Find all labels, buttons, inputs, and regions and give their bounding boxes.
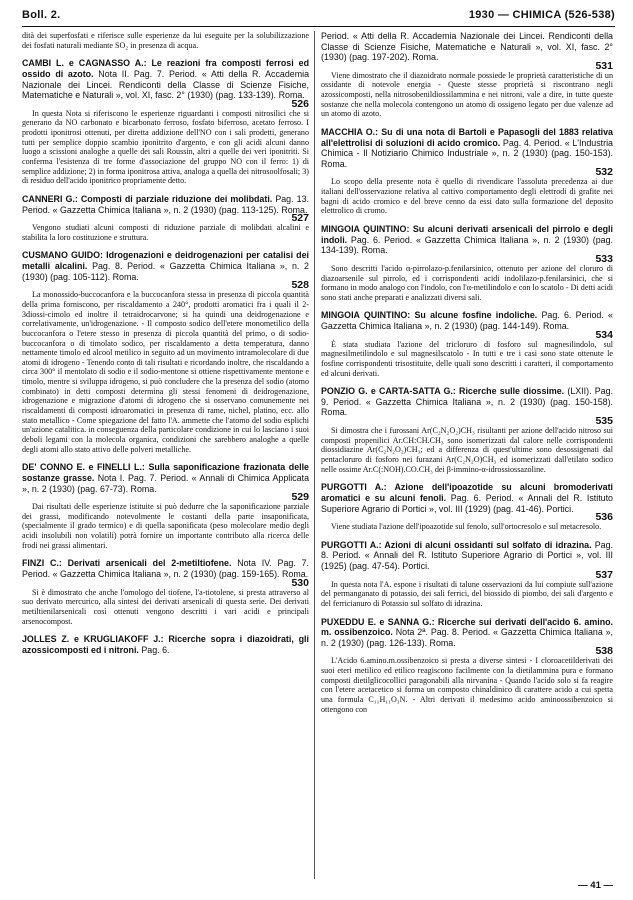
entry-number: 538 [595, 645, 613, 658]
entry-title [22, 634, 309, 655]
entry-title [22, 194, 309, 215]
entry-title-text: Azioni di alcuni ossidanti sul solfato di idrazina. [384, 539, 595, 550]
entry-abstract: In questa nota l'A. espone i risultati di talune osservazioni da lui compiute sull'azione del permanganato di potassio, dei sali ferrici, del biossido di piombo, dei sali d'argento e del ferricianuro di Potassio sul solfato di idrazina. [321, 579, 613, 608]
continuation-entry [22, 31, 309, 50]
entry-source: Period. « Atti della R. Accademia Nazionale dei Lincei. Rendiconti della Classe di Scienze Fisiche, Matematiche e Naturali », vol. XI, fasc. 2° (1930) (pag. 197-202). Roma. [321, 31, 613, 63]
column-divider [314, 31, 315, 879]
entry-abstract: La monossido-buccocanfora e la buccocanfora stessa in presenza di piccola quantità della prima forniscono, per riscaldamento a 240°, prodotti aromatici fra i quali il 2-3diossi-cimolo ed inoltre il tetraidrocarvone; si ha quindi una deidrogenazione e correlativamente, un'idrogenazione. - Il composto sodico dell'etere monometilico della buccocanfora o l'etere stesso in presenza di piccola quantità del primo, o di sodio-buccocanfora o di timolato sodico, per riscaldamento a detta temperatura, danno nettamente timolo ed alcool metilico in seguito ad un movimento intramolecolare di due atomi di idrogeno - Tenendo conto di tali risultati e ricordando inoltre, che riscaldando a circa 300° il mentolato di sodio e il sodio-mentone si ottiene rispettivamente mentone e timolo, mentre si sviluppa idrogeno, si può concludere che la presenza del sodio (atomo combinato) in detti composti determina gli stessi fenomeni di deidrogenazione, idrogenazione e migrazione d'atomi di idrogeno che si osservano comunemente nei riscaldamenti di composti idroaromatici in presenza di rame, nichel, platino, ecc. allo stato metallico - Come spiegazione del fatto l'A. ammette che l'atomo del sodio esplichi un'azione catalitica. in conseguenza della particolare condizione in cui lo lasciano i suoi deboli legami con la molecola organica, condizioni che sarebbero analoghe a quelle degli atomi allo stato attivo delle polveri metalliche. [22, 290, 309, 454]
entry-538 [321, 617, 613, 715]
entry-title [321, 224, 613, 256]
entry-number: 530 [291, 576, 309, 589]
entry-number: 531 [595, 59, 613, 72]
entry-537 [321, 540, 613, 609]
entry-title [22, 558, 309, 579]
entry-authors: MACCHIA O.: [321, 127, 382, 138]
entry-source: Nota 2ª. Pag. 8. Period. « Gazzetta Chimica Italiana », n. 2 (1930) (pag. 126-133). Roma. [321, 627, 613, 648]
right-column [321, 31, 613, 879]
entry-authors: MINGOIA QUINTINO: [321, 224, 413, 235]
entry-abstract: Lo scopo della presente nota è quello di rivendicare l'assoluta precedenza ai due italiani dell'osservazione relativa al cattivo comportamento degli elettrodi di grafite nei bagni di acido cromico e del breve cenno da essi dato sulla formazione del deposito elettrolico di cromo. [321, 177, 613, 216]
left-column [22, 31, 309, 879]
entry-authors: CAMBI L. e CAGNASSO A.: [22, 58, 152, 69]
entry-authors: DE' CONNO E. e FINELLI L.: [22, 462, 149, 473]
entry-526 [22, 58, 309, 186]
running-header [22, 8, 615, 27]
entry-536 [321, 482, 613, 531]
entry-title-text: Derivati arsenicali del 2-metiltiofene. [67, 558, 238, 569]
entry-title-text: Ricerche sui derivati dell'acido 6. amino. m. ossibenzoico. [321, 616, 613, 638]
entry-number: 532 [595, 166, 613, 179]
entry-number: 527 [291, 212, 309, 225]
entry-abstract: Si dimostra che i furossani Ar(C₂N₂O₂)CH₃ risultanti per azione dell'acido nitroso sui composti propenilici Ar.CH:CH.CH₃ sono isomerizzati dal calore nelle corrispondenti diossidiazine Ar(C₂N₂O₂)CH₃; ed a differenza di quest'ultime sono desossigenati dal pentacloruro di fosforo nei furazani Ar(C₂N₂O)CH₃ ed isomerizzati dall'etilato sodico nelle ossime Ar.C(:NOH).CO.CH₃ dei β-immino-α-idrossiossazoline. [321, 426, 613, 474]
entry-527 [22, 194, 309, 243]
entry-abstract: L'Acido 6.amino.m.ossibenzoico si presta a diverse sintesi - I cloroacetilderivati dei suoi eteri metilico ed etilico reagiscono facilmente con la dietilammina pura e formano composti dietilglicocollici paragonabili alla nirvanina - Quando l'acido solo si fa reagire con l'etere acetacetico si forma un composto chinaldinico di carattere acido a cui spetta una formula C₁₁H₁₁O₃N. - Altri derivati il medesimo acido aminoossibenzoico si ottengono con [321, 656, 613, 714]
entry-title-text: Su di una nota di Bartoli e Papasogli del 1883 relativa all'elettrolisi di soluzioni di acido cromico. [321, 127, 613, 148]
page-number: — 41 — [578, 880, 613, 891]
entry-authors: CUSMANO GUIDO: [22, 250, 107, 261]
entry-source: Nota IV. Pag. 7. Period. « Gazzetta Chimica Italiana », n. 2 (1930) (pag. 159-165). Roma. [22, 558, 309, 580]
entry-authors: FINZI C.: [22, 558, 68, 569]
entry-533 [321, 224, 613, 302]
entry-title [321, 540, 613, 572]
entry-title-text: Azione dell'ipoazotide su alcuni bromoderivati aromatici e su alcuni fenoli. [321, 482, 613, 503]
entry-source: Pag. 6. [141, 644, 170, 655]
entry-title [22, 250, 309, 282]
entry-abstract: dità dei superfosfati e riferisce sulle esperienze da lui eseguite per la solubilizzazione dei fosfati naturali mediante SO₂ in presenza di acqua. [22, 31, 309, 50]
entry-title [321, 127, 613, 169]
entry-title-text: Su alcune fosfine indoliche. [414, 310, 542, 321]
entry-number: 533 [595, 252, 613, 265]
entry-title [321, 310, 613, 331]
entry-title-text: Su alcuni derivati arsenicali del pirrolo e degli indoli. [321, 224, 613, 245]
entry-529 [22, 462, 309, 550]
entry-abstract: Sono descritti l'acido α-pirrolazo-p.fenilarsinico, ottenuto per azione del cloruro di diazoarsenile sul pirrolo, ed i corrispondenti acidi indolilazo-p.fenilarsinici, che si formano in modo analogo con l'indolo, con l'α-metilindolo e con lo scatolo - Di detti acidi sono stati anche preparati e analizzati diversi sali. [321, 263, 613, 302]
entry-title [22, 58, 309, 100]
entry-abstract: Si è dimostrato che anche l'omologo del tiofene, l'a-tiotolene, si presta attraverso al suo derivato mercurico, alla sintesi dei derivati arsenicali di questa serie. Dei derivati metiltienilarsenicali così ottenuti vengono descritti i vari acidi e principali arsenocompost. [22, 587, 309, 626]
entry-source: Pag. 6. Period. « Annali del R. Istituto Superiore Agrario di Portici », vol. III (1929) (pag. 41-46). Portici. [321, 492, 613, 514]
entry-authors: MINGOIA QUINTINO: [321, 310, 415, 321]
entry-532 [321, 127, 613, 216]
entry-531-continuation [321, 31, 613, 119]
entry-authors: PURGOTTI A.: [321, 539, 385, 550]
entry-title [22, 462, 309, 494]
entry-source: Pag. 4. Period. « L'Industria Chimica - Il Notiziario Chimico Industriale », n. 2 (1930) (pag. 150-153). Roma. [321, 137, 613, 169]
entry-title-text: Le reazioni fra composti ferrosi ed ossido di azoto. [22, 58, 309, 79]
entry-number: 535 [595, 415, 613, 428]
entry-authors: PUXEDDU E. e SANNA G.: [321, 616, 438, 627]
entry-title-text: Idrogenazioni e deidrogenazioni per catalisi dei metalli alcalini. [22, 250, 309, 272]
entry-abstract: Viene dimostrato che il diazoidrato normale possiede le proprietà caratteristiche di un ossidante di notevole energia - Queste stesse proprietà si riscontrano negli azossicomposti, nella nitrosobenildiossilammina e nei nitroni, vale a dire, in tutte queste sostanze che nella molecola contengono un atomo di ossigeno legato per due valenze ad un atomo di azoto. [321, 70, 613, 119]
entry-title [321, 617, 613, 649]
entry-source: (LXII). Pag. 9. Period. « Gazzetta Chimica Italiana », n. 2 (1930) (pag. 150-158). Roma. [321, 386, 613, 418]
entry-534 [321, 310, 613, 378]
entry-number: 528 [291, 279, 309, 292]
entry-authors: JOLLES Z. e KRUGLIAKOFF J.: [22, 634, 169, 645]
entry-title [321, 386, 613, 418]
entry-number: 534 [595, 328, 613, 341]
entry-authors: PURGOTTI A.: [321, 482, 395, 493]
entry-535 [321, 386, 613, 474]
entry-528 [22, 250, 309, 454]
entry-number: 536 [595, 511, 613, 524]
entry-source: Pag. 6. Period. « Gazzetta Chimica Italiana », n. 2 (1930) (pag. 144-149). Roma. [321, 310, 613, 332]
entry-530 [22, 558, 309, 626]
entry-authors: PONZIO G. e CARTA-SATTA G.: [321, 386, 460, 397]
entry-title-text: Sulla saponificazione frazionata delle sostanze grasse. [22, 462, 309, 483]
entry-531-start [22, 634, 309, 655]
entry-title-text: Composti di parziale riduzione dei molibdati. [80, 193, 276, 204]
entry-source: Pag. 13. Period. « Gazzetta Chimica Italiana », n. 2 (1930) (pag. 113-125). Roma. [22, 193, 309, 215]
entry-source: Nota I. Pag. 7. Period. « Annali di Chimica Applicata », n. 2 (1930) (pag. 67-73). Roma. [22, 472, 309, 494]
entry-source: Pag. 8. Period. « Annali del R. Istituto Superiore Agrario di Portici », vol. III (1925) (pag. 47-54). Portici. [321, 539, 613, 571]
entry-authors: CANNERI G.: [22, 193, 81, 204]
entry-source: Nota II. Pag. 7. Period. « Atti della R. Accademia Nazionale dei Lincei. Rendiconti della Classe di Scienze Fisiche, Matematiche e Naturali », vol. XI, fasc. 2° (1930) (pag. 133-139). Roma. [22, 68, 309, 101]
entry-title-text: Ricerche sulle diossime. [459, 386, 568, 397]
bulletin-issue: Boll. 2. [22, 9, 61, 21]
entry-abstract: Vengono studiati alcuni composti di riduzione parziale di molibdati alcalini e stabilita la loro costituzione e struttura. [22, 223, 309, 242]
section-title: 1930 — CHIMICA (526-538) [468, 9, 615, 21]
entry-abstract: Viene studiata l'azione dell'ipoazotide sul fenolo, sull'ortocresolo e sul metacresolo. [331, 522, 602, 532]
entry-source: Pag. 8. Period. « Gazzetta Chimica Italiana », n. 2 (1930) (pag. 105-112). Roma. [22, 261, 309, 282]
entry-number: 529 [291, 491, 309, 504]
entry-abstract: In questa Nota si riferiscono le esperienze riguardanti i composti nitrosilici che si generano da NO carbonato e bicarbonato ferroso, fosfato biferroso, acetato ferroso. I prodotti iponitrosi ottenuti, per diretta addizione dell'NO con i sali prodetti, generano tutti per semplice doppio scambio iponitrito d'argento, e con gli acidi alcuni danno luogo a scissioni analoghe a quelle dei sali Roussin, altri a quelle dei veri iponitriti. Si conferma l'esistenza di tre forme d'associazione del gruppo NO con il ferro: 1) di semplice addizione; 2) in forma iponitrosa attiva, analoga a quella dei nitrosoolfosali; 3) di residuo dell'acido iponitrico propriamente detto. [22, 108, 309, 186]
entry-abstract: Dai risultati delle esperienze istituite si può dedurre che la saponificazione parziale dei grassi, modificando notevolmente le costanti della parte insaponificata, (specialmente il grado termico) e di quella saponificata (peso molecolare medio degli acidi insolubili non volatili) potrà fornire un importante contributo alla ricerca delle frodi nei grassi alimentari. [22, 502, 309, 550]
entry-number: 537 [595, 568, 613, 581]
entry-title-text: Ricerche sopra i diazoidrati, gli azossicomposti ed i nitroni. [22, 634, 309, 655]
entry-abstract: È stata studiata l'azione del tricloruro di fosforo sul magnesilindolo, sul magnesilmetilindolo e sul magnesilscatolo - In tutti e tre i casi sono state ottenute le fosfine corrispondenti trisostituite, delle quali sono descritti i caratteri, il comportamento ed alcuni derivati. [321, 339, 613, 378]
entry-title [321, 482, 613, 514]
entry-source: Pag. 6. Period. « Gazzetta Chimica Italiana », n. 2 (1930) (pag. 134-139). Roma. [321, 234, 613, 256]
entry-number: 526 [291, 97, 309, 110]
